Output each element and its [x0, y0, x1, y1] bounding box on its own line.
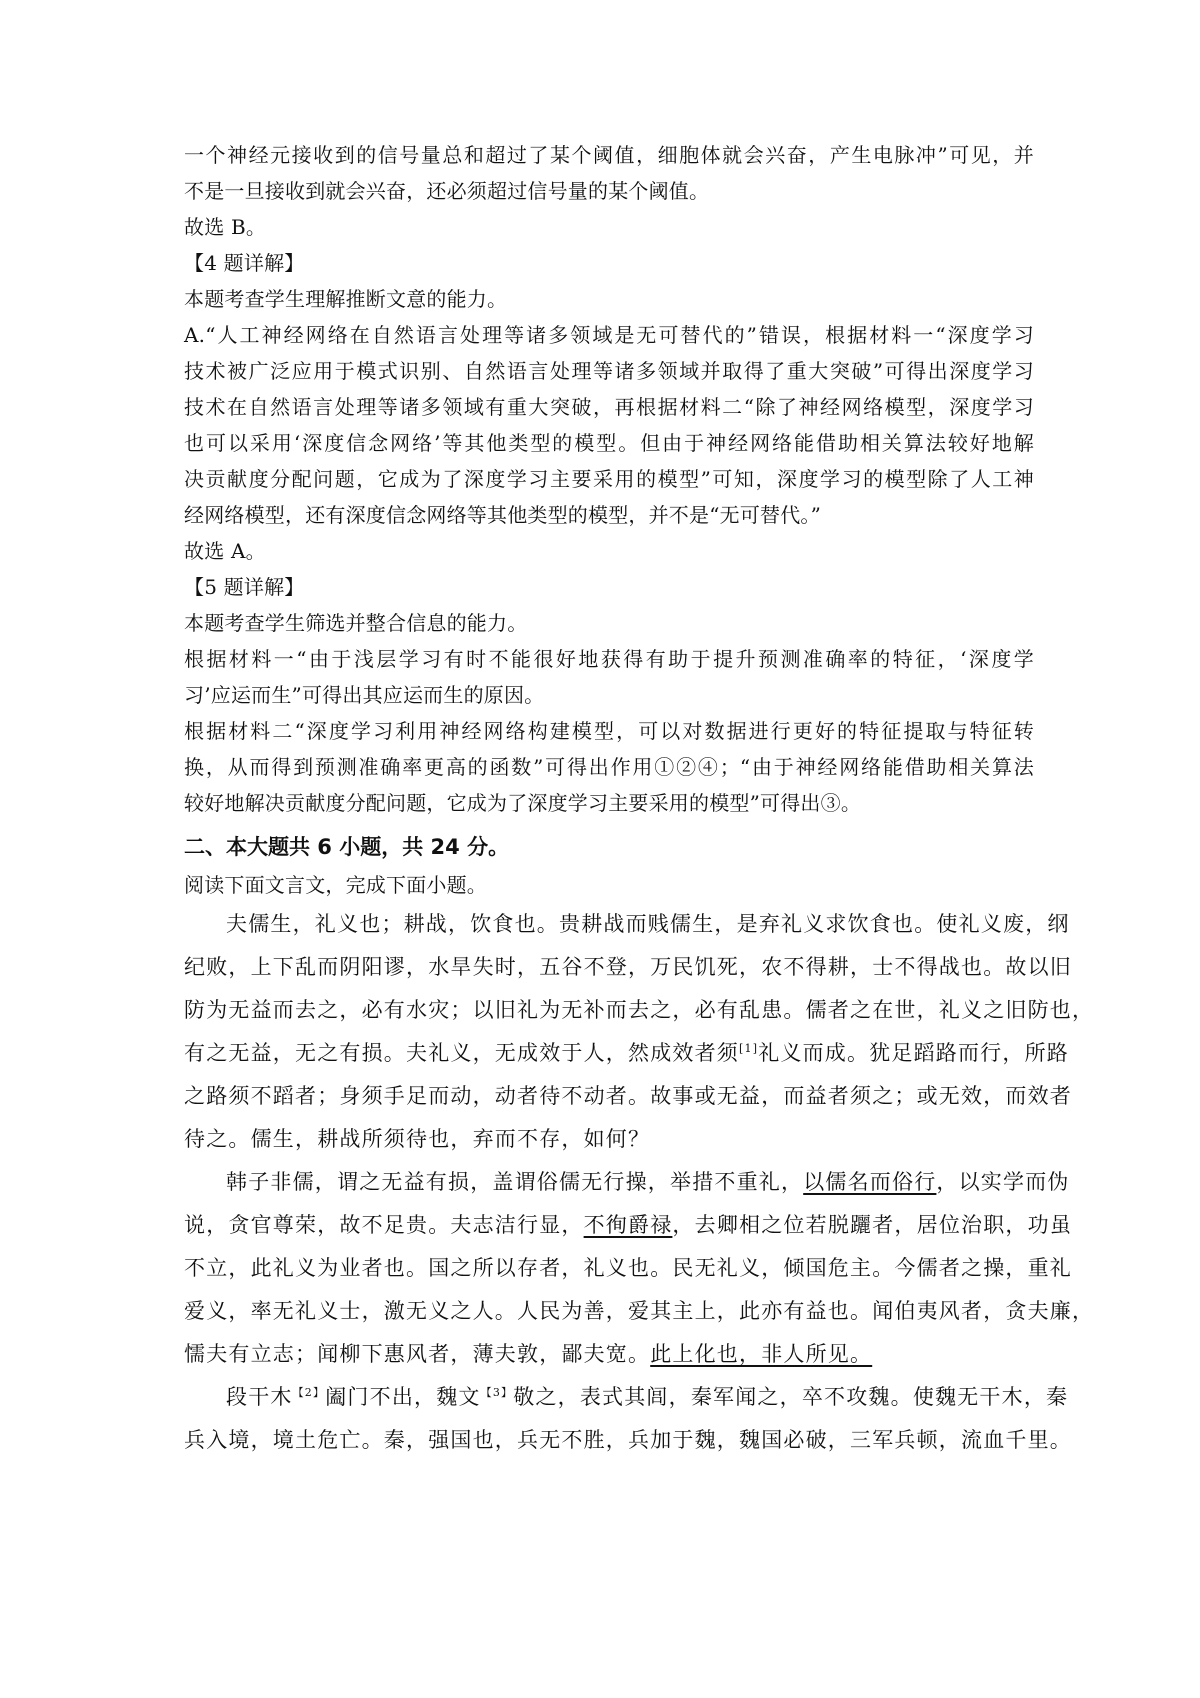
footnote-marker: 【3】	[480, 1386, 514, 1399]
text-line: 不是一旦接收到就会兴奋，还必须超过信号量的某个阈值。	[184, 179, 710, 203]
text-line: 根据材料一“由于浅层学习有时不能很好地获得有助于提升预测准确率的特征，‘深度学	[184, 647, 1034, 671]
q4-title: 【4 题详解】	[184, 251, 305, 275]
text-line: 根据材料二“深度学习利用神经网络构建模型，可以对数据进行更好的特征提取与特征转	[184, 719, 1034, 743]
text-line: 习’应运而生”可得出其应运而生的原因。	[184, 683, 545, 707]
underlined-phrase: 不徇爵禄	[583, 1213, 673, 1237]
text-line: 经网络模型，还有深度信念网络等其他类型的模型，并不是“无可替代。”	[184, 503, 822, 527]
section-heading: 二、本大题共 6 小题，共 24 分。	[184, 835, 510, 859]
text-line: 较好地解决贡献度分配问题，它成为了深度学习主要采用的模型”可得出③。	[184, 791, 862, 815]
text-line: A.“人工神经网络在自然语言处理等诸多领域是无可替代的”错误，根据材料一“深度学习	[184, 323, 1034, 347]
passage-line: 韩子非儒，谓之无益有损，盖谓俗儒无行操，举措不重礼，以儒名而俗行，以实学而伪	[226, 1170, 1070, 1194]
passage-line: 之路须不蹈者；身须手足而动，动者待不动者。故事或无益，而益者须之；或无效，而效者	[184, 1084, 1072, 1108]
underlined-phrase: 以儒名而俗行	[803, 1170, 937, 1194]
text-line: 一个神经元接收到的信号量总和超过了某个阈值，细胞体就会兴奋，产生电脉冲”可见，并	[184, 143, 1034, 167]
passage-line: 不立，此礼义为业者也。国之所以存者，礼义也。民无礼义，倾国危主。今儒者之操，重礼	[184, 1256, 1072, 1280]
page-content	[184, 137, 1095, 1462]
passage-line: 有之无益，无之有损。夫礼义，无成效于人，然成效者须[1]礼义而成。犹足蹈路而行，所路	[184, 1041, 1069, 1065]
section-instruction: 阅读下面文言文，完成下面小题。	[184, 873, 487, 897]
passage-line: 纪败，上下乱而阴阳谬，水旱失时，五谷不登，万民饥死，农不得耕，士不得战也。故以旧	[184, 955, 1072, 979]
text-line: 技术被广泛应用于模式识别、自然语言处理等诸多领域并取得了重大突破”可得出深度学习	[184, 359, 1034, 383]
classical-passage	[184, 903, 1095, 1462]
text-line: 决贡献度分配问题，它成为了深度学习主要采用的模型”可知，深度学习的模型除了人工神	[184, 467, 1034, 491]
footnote-marker: 【2】	[292, 1386, 326, 1399]
passage-line: 说，贪官尊荣，故不足贵。夫志洁行显，不徇爵禄，去卿相之位若脱躧者，居位治职，功虽	[184, 1213, 1073, 1237]
text-line: 换，从而得到预测准确率更高的函数”可得出作用①②④；“由于神经网络能借助相关算法	[184, 755, 1034, 779]
passage-line: 爱义，率无礼义士，激无义之人。人民为善，爱其主上，此亦有益也。闻伯夷风者，贪夫廉，	[184, 1299, 1095, 1323]
passage-line: 防为无益而去之，必有水灾；以旧礼为无补而去之，必有乱患。儒者之在世，礼义之旧防也，	[184, 998, 1095, 1022]
footnote-marker: [1]	[739, 1042, 759, 1055]
text-line: 技术在自然语言处理等诸多领域有重大突破，再根据材料二“除了神经网络模型，深度学习	[184, 395, 1034, 419]
q5-intro: 本题考查学生筛选并整合信息的能力。	[184, 611, 528, 635]
passage-line: 懦夫有立志；闻柳下惠风者，薄夫敦，鄙夫宽。此上化也，非人所见。	[184, 1342, 873, 1366]
passage-line: 夫儒生，礼义也；耕战，饮食也。贵耕战而贱儒生，是弃礼义求饮食也。使礼义废，纲	[226, 912, 1070, 936]
text-line: 也可以采用‘深度信念网络’等其他类型的模型。但由于神经网络能借助相关算法较好地解	[184, 431, 1034, 455]
q5-title: 【5 题详解】	[184, 575, 305, 599]
passage-line: 待之。儒生，耕战所须待也，弃而不存，如何？	[184, 1127, 651, 1151]
passage-line: 兵入境，境土危亡。秦，强国也，兵无不胜，兵加于魏，魏国必破，三军兵顿，流血千里。	[184, 1428, 1072, 1452]
q4-intro: 本题考查学生理解推断文意的能力。	[184, 287, 508, 311]
underlined-phrase: 此上化也，非人所见。	[650, 1342, 873, 1366]
q4-answer: 故选 A。	[184, 539, 266, 563]
passage-line: 段干木$^{【2】}$阖门不出，魏文$^{【3】}$敬之，表式其闾，秦军闻之，卒不攻魏。使魏无干木，秦	[226, 1385, 1069, 1409]
answer-line: 故选 B。	[184, 215, 267, 239]
